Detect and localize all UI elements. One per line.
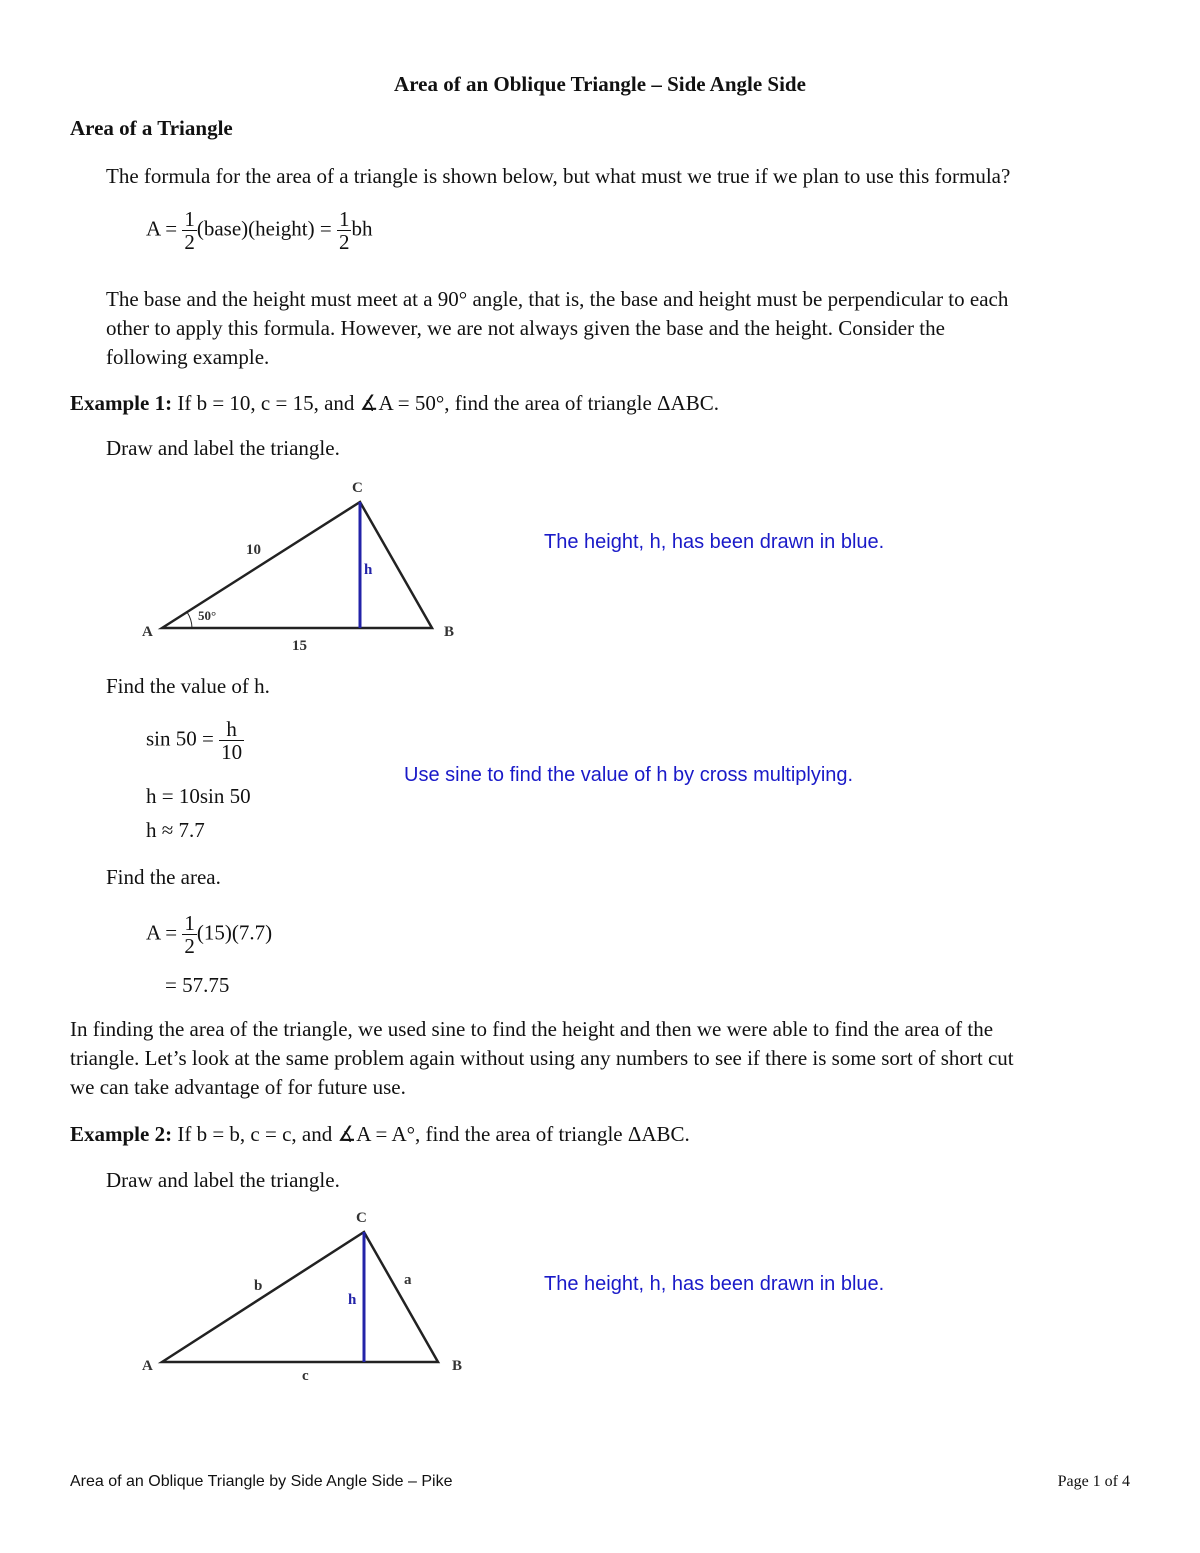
- side-c-label-2: c: [302, 1368, 309, 1384]
- find-h-instruction: Find the value of h.: [106, 674, 270, 698]
- vertex-a-label-2: A: [142, 1358, 153, 1374]
- height-label: h: [364, 562, 373, 578]
- paragraph-3-line-2: triangle. Let’s look at the same problem again without using any numbers to see if there is some sort of short cut: [70, 1046, 1014, 1070]
- fraction-one-half-2: $\frac{1}{2}$: [338, 207, 350, 254]
- angle-arc-1: [187, 612, 192, 628]
- vertex-b-label-2: B: [452, 1358, 463, 1374]
- example-1-draw-instruction: Draw and label the triangle.: [106, 436, 340, 460]
- side-b-label-2: b: [254, 1278, 263, 1294]
- paragraph-2-line-2: other to apply this formula. However, we are not always given the base and the height. Consider the: [106, 316, 945, 340]
- area-formula: [146, 208, 372, 253]
- footer-source: Area of an Oblique Triangle by Side Angle Side – Pike: [70, 1473, 453, 1490]
- vertex-b-label: B: [444, 624, 455, 640]
- fraction-h-over-10: $\frac{h}{10}$: [221, 717, 243, 764]
- fraction-one-half: $\frac{1}{2}$: [184, 207, 195, 254]
- triangle-figure-2: [130, 1200, 480, 1390]
- example-2-draw-instruction: Draw and label the triangle.: [106, 1168, 340, 1192]
- vertex-c-label: C: [352, 480, 363, 496]
- paragraph-3-line-3: we can take advantage of for future use.: [70, 1075, 406, 1099]
- triangle-figure-1: [130, 470, 480, 660]
- intro-text: The formula for the area of a triangle is shown below, but what must we true if we plan to use this formula?: [106, 164, 1011, 188]
- formula-mid: (base)(height) =: [196, 216, 332, 241]
- sine-note: Use sine to find the value of h by cross multiplying.: [404, 764, 854, 786]
- side-c-label: 15: [292, 638, 307, 654]
- paragraph-3-line-1: In finding the area of the triangle, we used sine to find the height and then we were able to find the area of the: [70, 1017, 994, 1041]
- area-calculation: A = $\frac{1}{2}$ (15)(7.7): [146, 911, 273, 958]
- sine-equation: sin 50 = $\frac{h}{10}$: [146, 717, 243, 764]
- find-area-instruction: Find the area.: [106, 865, 221, 889]
- paragraph-2-line-3: following example.: [106, 345, 270, 369]
- formula-lhs: A =: [146, 216, 178, 241]
- vertex-c-label-2: C: [356, 1210, 367, 1226]
- section-heading: Area of a Triangle: [70, 116, 233, 140]
- angle-label: 50°: [198, 608, 217, 623]
- side-a-label-2: a: [404, 1272, 412, 1288]
- fraction-one-half-3: $\frac{1}{2}$: [184, 911, 195, 958]
- example-2-statement: Example 2: If b = b, c = c, and ∡A = A°, find the area of triangle ΔABC.: [70, 1122, 690, 1146]
- h-equation: h = 10sin 50: [146, 784, 251, 808]
- h-approx: h ≈ 7.7: [146, 818, 205, 842]
- page-title: Area of an Oblique Triangle – Side Angle Side: [394, 72, 806, 96]
- height-note-1: The height, h, has been drawn in blue.: [544, 531, 885, 553]
- example-1-statement: Example 1: If b = 10, c = 15, and ∡A = 50°, find the area of triangle ΔABC.: [70, 391, 719, 415]
- area-result: = 57.75: [165, 973, 230, 997]
- formula-end: bh: [351, 216, 373, 241]
- page-number: Page 1 of 4: [1057, 1473, 1130, 1490]
- vertex-a-label: A: [142, 624, 153, 640]
- side-b-label: 10: [246, 542, 261, 558]
- height-label-2: h: [348, 1292, 357, 1308]
- paragraph-2-line-1: The base and the height must meet at a 90° angle, that is, the base and height must be perpendicular to each: [106, 287, 1009, 311]
- height-note-2: The height, h, has been drawn in blue.: [544, 1273, 885, 1295]
- triangle-2-outline: [162, 1232, 438, 1362]
